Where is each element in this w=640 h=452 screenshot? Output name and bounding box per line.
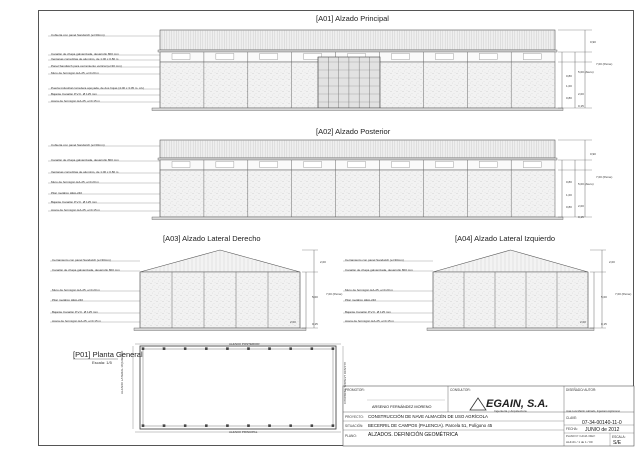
tb-fecha: JUNIO de 2012 xyxy=(585,427,620,433)
title-p01: [P01] Planta General xyxy=(73,350,143,359)
note-a01-3: Panel Sandwich para cerramiento vertical (e=30 mm) xyxy=(51,64,122,68)
note-a03-2: Muro de hormigón HA-25, e=0.20 m xyxy=(52,288,100,292)
p01-column xyxy=(290,348,292,350)
p01-column xyxy=(163,425,165,427)
dim-a02-1: 7,00 (Peine) xyxy=(596,175,613,179)
note-a04-4: Bajante Canalón P.V.C. Ø 125 mm xyxy=(345,310,391,314)
p01-column xyxy=(247,425,249,427)
a02-window xyxy=(348,162,366,168)
note-a02-1: Canalón de chapa galvanizada, desarrollo 800 mm xyxy=(51,158,119,162)
note-a04-5: Acera de hormigón HA-25, e=0.15 m xyxy=(345,319,394,323)
dim-a01-6: 1,00 xyxy=(566,84,572,88)
dim-a03-2: 5,00 xyxy=(312,295,318,299)
note-a02-5: Bajante Canalón P.V.C. Ø 125 mm xyxy=(51,200,97,204)
note-a03-1: Canalón de chapa galvanizada, desarrollo 800 mm xyxy=(52,268,120,272)
a01-roof xyxy=(160,30,555,50)
tb-autor: José Luis Martín Labrado, Ingeniero Agrónomo xyxy=(566,410,621,413)
tb-clave: 07-34-00140-11-0 xyxy=(582,420,622,426)
p01-column xyxy=(205,425,207,427)
a01-window xyxy=(435,54,453,60)
note-a03-0: Cerramiento con panel Sandwich (e=30mm) xyxy=(52,258,111,262)
a01-window xyxy=(523,54,541,60)
a03-sidewalk xyxy=(134,328,306,331)
p01-column xyxy=(226,425,228,427)
title-a01: [A01] Alzado Principal xyxy=(316,14,389,23)
a02-sidewalk xyxy=(152,217,563,220)
dim-a01-2: 5,00 (Alero) xyxy=(578,70,594,74)
title-a03: [A03] Alzado Lateral Derecho xyxy=(163,234,261,243)
dim-a04-1: 7,00 (Peine) xyxy=(615,292,632,296)
p01-column xyxy=(205,348,207,350)
note-a02-0: Cubierta con panel Sandwich (e=30mm) xyxy=(51,143,105,147)
p01-column xyxy=(332,348,334,350)
note-a01-0: Cubierta con panel Sandwich (e=30mm) xyxy=(51,33,105,37)
dim-a01-3: 2,00 xyxy=(578,92,584,96)
dim-a02-2: 5,00 (Alero) xyxy=(578,182,594,186)
a02-window xyxy=(479,162,497,168)
a02-gutter xyxy=(158,158,557,160)
note-a04-3: Pilar metálico HEA-240 xyxy=(345,298,377,302)
dim-a01-4: 0,15 xyxy=(578,104,584,108)
plan-label-left: ALZADO LATERAL IZQUIERDO xyxy=(120,350,124,394)
tb-promotor-label: PROMOTOR: xyxy=(345,388,365,392)
dim-a01-1: 7,00 (Peine) xyxy=(596,62,613,66)
note-a01-6: Bajante Canalón P.V.C. Ø 125 mm xyxy=(51,92,97,96)
tb-promotor: ARSENIO FERNÁNDEZ MORENO xyxy=(372,405,432,409)
dim-a03-1: 7,00 (Peine) xyxy=(326,292,343,296)
dim-a03-4: 2,00 xyxy=(290,320,296,324)
title-a02: [A02] Alzado Posterior xyxy=(316,127,391,136)
a02-window xyxy=(304,162,322,168)
note-a03-5: Acera de hormigón HA-25, e=0.15 m xyxy=(52,319,101,323)
a02-window xyxy=(260,162,278,168)
plan-label-right: ALZADO LATERAL DERECHO xyxy=(343,362,347,404)
tb-plano-label: PLANO: xyxy=(345,434,357,438)
tb-proyecto-label: PROYECTO: xyxy=(345,415,364,419)
a02-window xyxy=(216,162,234,168)
note-a03-4: Bajante Canalón P.V.C. Ø 125 mm xyxy=(52,310,98,314)
dim-a03-3: 0,15 xyxy=(312,322,318,326)
dim-a04-4: 2,00 xyxy=(580,320,586,324)
a01-window xyxy=(260,54,278,60)
tb-situacion: BECERRIL DE CAMPOS (PALENCIA). Parcela 51, Polígono 45 xyxy=(368,423,493,428)
note-a02-3: Muro de hormigón HA-25, e=0.20 m xyxy=(51,180,99,184)
p01-inner-wall xyxy=(143,349,333,426)
p01-column xyxy=(268,348,270,350)
dim-a02-7: 0,80 xyxy=(566,205,572,209)
a01-sidewalk xyxy=(152,108,563,111)
plan-label-top: ALZADO POSTERIOR xyxy=(229,342,260,346)
p01-outer-wall xyxy=(140,346,336,429)
p01-column xyxy=(163,348,165,350)
tb-clave-label: CLAVE: xyxy=(566,416,578,420)
p01-column xyxy=(290,425,292,427)
p01-column xyxy=(332,425,334,427)
a04-wall xyxy=(433,272,588,328)
note-a01-2: Ventanas corredizas de aluminio, de 1.00 x 0.80 m xyxy=(51,57,119,61)
a01-gutter xyxy=(158,50,557,52)
title-a04: [A04] Alzado Lateral Izquierdo xyxy=(455,234,556,243)
company-subtitle: Ingeniería y Arquitectura xyxy=(494,409,527,413)
a02-window xyxy=(172,162,190,168)
tb-escala: S/E xyxy=(613,440,622,446)
plan-label-bottom: ALZADO PRINCIPAL xyxy=(229,430,258,434)
note-a01-7: Acera de hormigón HA-25, e=0.15 m xyxy=(51,99,100,103)
tb-consultor-label: CONSULTOR: xyxy=(450,388,471,392)
dim-a02-6: 1,00 xyxy=(566,193,572,197)
note-a02-2: Ventanas corredizas de aluminio, de 1.00 x 0.80 m xyxy=(51,170,119,174)
a01-window xyxy=(392,54,410,60)
note-a04-1: Canalón de chapa galvanizada, desarrollo 800 mm xyxy=(345,268,413,272)
note-a04-2: Muro de hormigón HA-25, e=0.20 m xyxy=(345,288,393,292)
p01-column xyxy=(184,425,186,427)
company-name: EGAIN, S.A. xyxy=(486,398,549,410)
p01-column xyxy=(311,348,313,350)
tb-proyecto: CONSTRUCCIÓN DE NAVE ALMACÉN DE USO AGRÍCOLA xyxy=(368,414,488,419)
a01-window xyxy=(172,54,190,60)
note-a01-1: Canalón de chapa galvanizada, desarrollo 800 mm xyxy=(51,52,119,56)
p01-column xyxy=(226,348,228,350)
tb-escala-label: ESCALA: xyxy=(612,435,626,439)
p01-column xyxy=(268,425,270,427)
a02-window xyxy=(435,162,453,168)
tb-plano: ALZADOS. DEFINICIÓN GEOMÉTRICA xyxy=(368,432,459,438)
a03-wall xyxy=(140,272,300,328)
note-a02-6: Acera de hormigón HA-25, e=0.15 m xyxy=(51,208,100,212)
a01-window xyxy=(479,54,497,60)
a02-wall xyxy=(160,170,555,217)
p01-column xyxy=(247,348,249,350)
dim-a01-7: 0,80 xyxy=(566,96,572,100)
dim-a01-5: 0,80 xyxy=(566,74,572,78)
a01-window xyxy=(216,54,234,60)
dim-a04-2: 5,00 xyxy=(601,295,607,299)
tb-situacion-label: SITUACIÓN: xyxy=(345,424,364,428)
dim-a02-0: 0,90 xyxy=(590,152,596,156)
a02-window xyxy=(523,162,541,168)
note-a02-4: Pilar metálico HEA-240 xyxy=(51,191,83,195)
tb-num: ALZ-01 / 1 de 1 / 00 xyxy=(566,440,593,444)
dim-a04-0: 2,00 xyxy=(609,260,615,264)
tb-autor-label: DISEÑADO/ AUTOR: xyxy=(566,388,597,392)
note-a04-0: Cerramiento con panel Sandwich (e=30mm) xyxy=(345,258,404,262)
dim-a02-5: 0,80 xyxy=(566,180,572,184)
dim-a04-3: 0,15 xyxy=(601,322,607,326)
dim-a02-4: 0,15 xyxy=(578,215,584,219)
tb-fecha-label: FECHA: xyxy=(566,427,578,431)
dim-a01-0: 0,90 xyxy=(590,40,596,44)
scale-p01: Escala: 1/5 xyxy=(92,360,112,365)
a02-roof xyxy=(160,140,555,158)
a04-sidewalk xyxy=(427,328,594,331)
a02-window xyxy=(392,162,410,168)
note-a01-4: Muro de hormigón HA-25, e=0.20 m xyxy=(51,71,99,75)
p01-column xyxy=(311,425,313,427)
p01-column xyxy=(142,425,144,427)
p01-column xyxy=(184,348,186,350)
note-a01-5: Puerta industrial corredera apoyada, de dos hojas (4.00 x 3.05 m. c/u) xyxy=(51,86,145,90)
dim-a02-3: 2,00 xyxy=(578,204,584,208)
note-a03-3: Pilar metálico HEA-240 xyxy=(52,298,84,302)
a04-roof xyxy=(433,250,588,272)
dim-a03-0: 2,00 xyxy=(320,260,326,264)
tb-num-label: PLANO Nº / HOJA / REV: xyxy=(566,435,596,438)
